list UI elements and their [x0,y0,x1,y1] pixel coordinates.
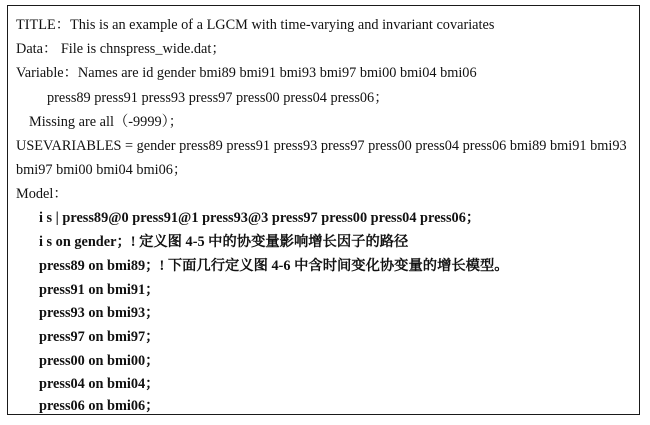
regression-line-89: press89 on bmi89；! 下面几行定义图 4-6 中含时间变化协变量的增长模型。 [39,258,509,274]
code-listing-box [7,5,640,415]
model-line: Model： [16,186,68,202]
regression-line-04: press04 on bmi04； [39,376,160,392]
regression-line-97: press97 on bmi97； [39,329,160,345]
regression-line-91: press91 on bmi91； [39,282,160,298]
regression-line-93: press93 on bmi93； [39,305,160,321]
regression-line-06: press06 on bmi06； [39,398,160,414]
usevariables-continued-line: bmi97 bmi00 bmi04 bmi06； [16,162,188,178]
growth-spec-line: i s | press89@0 press91@1 press93@3 press97 press00 press04 press06； [39,210,481,226]
variable-continued-line: press89 press91 press93 press97 press00 press04 press06； [47,90,389,106]
title-line: TITLE：This is an example of a LGCM with time-varying and invariant covariates [16,17,495,33]
data-line: Data： File is chnspress_wide.dat； [16,41,226,57]
usevariables-line: USEVARIABLES = gender press89 press91 press93 press97 press00 press04 press06 bmi89 bmi91 bmi93 [16,138,627,154]
regression-line-00: press00 on bmi00； [39,353,160,369]
variable-line: Variable：Names are id gender bmi89 bmi91 bmi93 bmi97 bmi00 bmi04 bmi06 [16,65,477,81]
missing-line: Missing are all（-9999）； [29,114,184,130]
gender-regression-line: i s on gender；! 定义图 4-5 中的协变量影响增长因子的路径 [39,234,409,250]
